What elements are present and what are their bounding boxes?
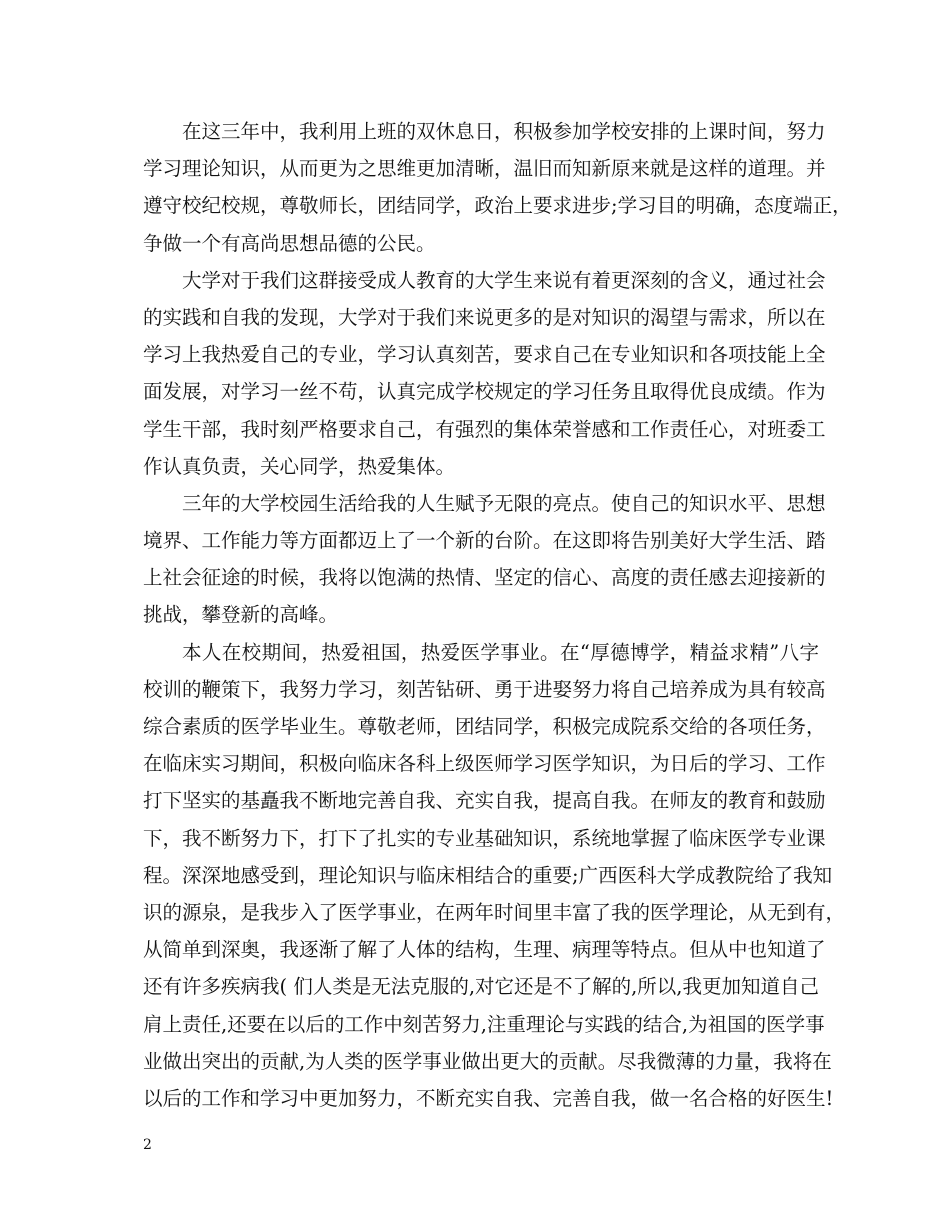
paragraph — [143, 262, 826, 485]
text-line: 作认真负责，关心同学，热爱集体。 — [143, 454, 456, 478]
text-line: 学生干部，我时刻严格要求自己，有强烈的集体荣誉感和工作责任心，对班委工 — [143, 417, 826, 441]
text-line: 面发展，对学习一丝不苟，认真完成学校规定的学习任务且取得优良成绩。作为 — [143, 380, 826, 404]
text-line: 在这三年中，我利用上班的双休息日，积极参加学校安排的上课时间，努力 — [182, 120, 826, 143]
text-line: 本人在校期间，热爱祖国，热爱医学事业。在“厚德博学，精益求精”八字 — [182, 640, 819, 664]
text-line: 大学对于我们这群接受成人教育的大学生来说有着更深刻的含义，通过社会 — [182, 268, 826, 292]
text-line: 业做出突出的贡献,为人类的医学事业做出更大的贡献。尽我微薄的力量，我将在 — [143, 1049, 832, 1073]
text-line: 挑战，攀登新的高峰。 — [143, 603, 339, 627]
text-line: 遵守校纪校规，尊敬师长，团结同学，政治上要求进步;学习目的明确，态度端正， — [143, 194, 852, 218]
page-number: 2 — [143, 1137, 152, 1153]
text-line: 还有许多疾病我( 们人类是无法克服的,对它还是不了解的,所以,我更加知道自己 — [143, 975, 819, 999]
text-line: 学习上我热爱自己的专业，学习认真刻苦，要求自己在专业知识和各项技能上全 — [143, 343, 826, 367]
text-line: 的实践和自我的发现，大学对于我们来说更多的是对知识的渴望与需求，所以在 — [143, 305, 826, 329]
text-line: 肩上责任,还要在以后的工作中刻苦努力,注重理论与实践的结合,为祖国的医学事 — [143, 1012, 825, 1036]
text-line: 下，我不断努力下，打下了扎实的专业基础知识，系统地掌握了临床医学专业课 — [143, 826, 826, 850]
paragraph — [143, 113, 852, 262]
text-line: 上社会征途的时候，我将以饱满的热情、坚定的信心、高度的责任感去迎接新的 — [143, 566, 826, 590]
text-line: 校训的鞭策下，我努力学习，刻苦钻研、勇于进娶努力将自己培养成为具有较高 — [143, 677, 826, 701]
text-line: 境界、工作能力等方面都迈上了一个新的台阶。在这即将告别美好大学生活、踏 — [143, 529, 826, 553]
text-line: 打下坚实的基矗我不断地完善自我、充实自我，提高自我。在师友的教育和鼓励 — [143, 789, 826, 813]
text-line: 在临床实习期间，积极向临床各科上级医师学习医学知识，为日后的学习、工作 — [143, 752, 826, 776]
paragraph — [143, 634, 846, 1117]
text-line: 争做一个有高尚思想品德的公民。 — [143, 231, 436, 255]
text-line: 程。深深地感受到，理论知识与临床相结合的重要;广西医科大学成教院给了我知 — [143, 863, 833, 887]
text-line: 从简单到深奥，我逐渐了解了人体的结构，生理、病理等特点。但从中也知道了 — [143, 938, 826, 962]
text-line: 综合素质的医学毕业生。尊敬老师，团结同学，积极完成院系交给的各项任务， — [143, 715, 826, 738]
body-text — [143, 113, 852, 1117]
text-line: 以后的工作和学习中更加努力，不断充实自我、完善自我，做一名合格的好医生! — [143, 1086, 834, 1110]
text-line: 三年的大学校园生活给我的人生赋予无限的亮点。使自己的知识水平、思想 — [182, 491, 826, 515]
text-line: 学习理论知识，从而更为之思维更加清晰，温旧而知新原来就是这样的道理。并 — [143, 157, 826, 181]
text-line: 识的源泉，是我步入了医学事业，在两年时间里丰富了我的医学理论，从无到有， — [143, 900, 846, 924]
paragraph — [143, 485, 826, 634]
